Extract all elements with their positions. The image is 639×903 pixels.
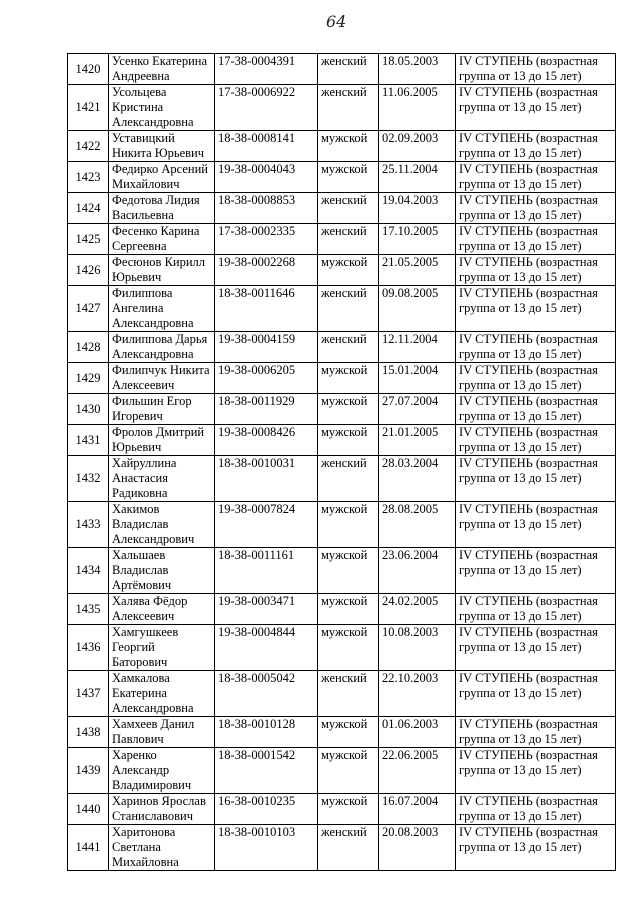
table-row (68, 363, 616, 394)
full-name: Филиппова Дарья Александровна (109, 332, 215, 363)
gender: мужской (318, 502, 379, 548)
table-row (68, 162, 616, 193)
table-body (68, 54, 616, 871)
full-name: Фесюнов Кирилл Юрьевич (109, 255, 215, 286)
birth-date: 25.11.2004 (379, 162, 456, 193)
level: IV СТУПЕНЬ (возрастная группа от 13 до 15 лет) (456, 255, 616, 286)
table-row (68, 394, 616, 425)
level: IV СТУПЕНЬ (возрастная группа от 13 до 15 лет) (456, 286, 616, 332)
gender: мужской (318, 548, 379, 594)
uin-code: 17-38-0004391 (215, 54, 318, 85)
gender: мужской (318, 594, 379, 625)
birth-date: 16.07.2004 (379, 794, 456, 825)
level: IV СТУПЕНЬ (возрастная группа от 13 до 15 лет) (456, 425, 616, 456)
table-row (68, 502, 616, 548)
uin-code: 18-38-0001542 (215, 748, 318, 794)
row-number: 1440 (68, 794, 109, 825)
row-number: 1421 (68, 85, 109, 131)
full-name: Филипчук Никита Алексеевич (109, 363, 215, 394)
participants-table (67, 53, 616, 871)
row-number: 1427 (68, 286, 109, 332)
uin-code: 18-38-0010031 (215, 456, 318, 502)
row-number: 1425 (68, 224, 109, 255)
gender: женский (318, 456, 379, 502)
level: IV СТУПЕНЬ (возрастная группа от 13 до 15 лет) (456, 748, 616, 794)
table-row (68, 456, 616, 502)
full-name: Харитонова Светлана Михайловна (109, 825, 215, 871)
row-number: 1424 (68, 193, 109, 224)
row-number: 1441 (68, 825, 109, 871)
level: IV СТУПЕНЬ (возрастная группа от 13 до 15 лет) (456, 54, 616, 85)
gender: женский (318, 193, 379, 224)
gender: женский (318, 224, 379, 255)
gender: женский (318, 671, 379, 717)
uin-code: 18-38-0010128 (215, 717, 318, 748)
row-number: 1435 (68, 594, 109, 625)
birth-date: 23.06.2004 (379, 548, 456, 594)
birth-date: 28.08.2005 (379, 502, 456, 548)
level: IV СТУПЕНЬ (возрастная группа от 13 до 15 лет) (456, 456, 616, 502)
full-name: Хальшаев Владислав Артёмович (109, 548, 215, 594)
full-name: Федирко Арсений Михайлович (109, 162, 215, 193)
birth-date: 01.06.2003 (379, 717, 456, 748)
gender: мужской (318, 255, 379, 286)
table-row (68, 748, 616, 794)
birth-date: 12.11.2004 (379, 332, 456, 363)
table-row (68, 425, 616, 456)
gender: мужской (318, 717, 379, 748)
row-number: 1432 (68, 456, 109, 502)
uin-code: 19-38-0004844 (215, 625, 318, 671)
level: IV СТУПЕНЬ (возрастная группа от 13 до 15 лет) (456, 131, 616, 162)
uin-code: 19-38-0006205 (215, 363, 318, 394)
table-row (68, 286, 616, 332)
full-name: Федотова Лидия Васильевна (109, 193, 215, 224)
uin-code: 18-38-0010103 (215, 825, 318, 871)
table-row (68, 548, 616, 594)
gender: женский (318, 332, 379, 363)
full-name: Усенко Екатерина Андреевна (109, 54, 215, 85)
level: IV СТУПЕНЬ (возрастная группа от 13 до 15 лет) (456, 332, 616, 363)
level: IV СТУПЕНЬ (возрастная группа от 13 до 15 лет) (456, 224, 616, 255)
uin-code: 17-38-0006922 (215, 85, 318, 131)
level: IV СТУПЕНЬ (возрастная группа от 13 до 15 лет) (456, 717, 616, 748)
table-row (68, 625, 616, 671)
gender: женский (318, 825, 379, 871)
birth-date: 21.01.2005 (379, 425, 456, 456)
table-row (68, 825, 616, 871)
uin-code: 18-38-0008853 (215, 193, 318, 224)
full-name: Хакимов Владислав Александрович (109, 502, 215, 548)
table-row (68, 85, 616, 131)
birth-date: 02.09.2003 (379, 131, 456, 162)
birth-date: 19.04.2003 (379, 193, 456, 224)
level: IV СТУПЕНЬ (возрастная группа от 13 до 15 лет) (456, 502, 616, 548)
level: IV СТУПЕНЬ (возрастная группа от 13 до 15 лет) (456, 363, 616, 394)
row-number: 1420 (68, 54, 109, 85)
level: IV СТУПЕНЬ (возрастная группа от 13 до 15 лет) (456, 394, 616, 425)
table-row (68, 794, 616, 825)
full-name: Харинов Ярослав Станиславович (109, 794, 215, 825)
table-row (68, 594, 616, 625)
row-number: 1438 (68, 717, 109, 748)
table-row (68, 224, 616, 255)
row-number: 1428 (68, 332, 109, 363)
level: IV СТУПЕНЬ (возрастная группа от 13 до 15 лет) (456, 548, 616, 594)
table-row (68, 193, 616, 224)
row-number: 1437 (68, 671, 109, 717)
page-number: 64 (326, 12, 347, 31)
full-name: Хамкалова Екатерина Александровна (109, 671, 215, 717)
full-name: Харенко Александр Владимирович (109, 748, 215, 794)
level: IV СТУПЕНЬ (возрастная группа от 13 до 15 лет) (456, 162, 616, 193)
gender: мужской (318, 131, 379, 162)
full-name: Филиппова Ангелина Александровна (109, 286, 215, 332)
gender: женский (318, 85, 379, 131)
uin-code: 18-38-0011929 (215, 394, 318, 425)
full-name: Усольцева Кристина Александровна (109, 85, 215, 131)
birth-date: 17.10.2005 (379, 224, 456, 255)
uin-code: 18-38-0008141 (215, 131, 318, 162)
row-number: 1426 (68, 255, 109, 286)
full-name: Хамхеев Данил Павлович (109, 717, 215, 748)
birth-date: 09.08.2005 (379, 286, 456, 332)
gender: мужской (318, 425, 379, 456)
level: IV СТУПЕНЬ (возрастная группа от 13 до 15 лет) (456, 594, 616, 625)
gender: мужской (318, 794, 379, 825)
row-number: 1436 (68, 625, 109, 671)
level: IV СТУПЕНЬ (возрастная группа от 13 до 15 лет) (456, 825, 616, 871)
row-number: 1439 (68, 748, 109, 794)
table-row (68, 255, 616, 286)
full-name: Халява Фёдор Алексеевич (109, 594, 215, 625)
level: IV СТУПЕНЬ (возрастная группа от 13 до 15 лет) (456, 671, 616, 717)
uin-code: 19-38-0008426 (215, 425, 318, 456)
gender: мужской (318, 748, 379, 794)
full-name: Фролов Дмитрий Юрьевич (109, 425, 215, 456)
birth-date: 22.06.2005 (379, 748, 456, 794)
uin-code: 19-38-0002268 (215, 255, 318, 286)
full-name: Хайруллина Анастасия Радиковна (109, 456, 215, 502)
birth-date: 20.08.2003 (379, 825, 456, 871)
uin-code: 19-38-0004159 (215, 332, 318, 363)
birth-date: 15.01.2004 (379, 363, 456, 394)
uin-code: 19-38-0003471 (215, 594, 318, 625)
gender: мужской (318, 625, 379, 671)
birth-date: 27.07.2004 (379, 394, 456, 425)
birth-date: 18.05.2003 (379, 54, 456, 85)
row-number: 1422 (68, 131, 109, 162)
row-number: 1434 (68, 548, 109, 594)
uin-code: 17-38-0002335 (215, 224, 318, 255)
table-row (68, 54, 616, 85)
uin-code: 18-38-0011161 (215, 548, 318, 594)
table-row (68, 717, 616, 748)
uin-code: 16-38-0010235 (215, 794, 318, 825)
row-number: 1429 (68, 363, 109, 394)
row-number: 1431 (68, 425, 109, 456)
table-row (68, 131, 616, 162)
full-name: Хамгушкеев Георгий Баторович (109, 625, 215, 671)
uin-code: 19-38-0004043 (215, 162, 318, 193)
birth-date: 24.02.2005 (379, 594, 456, 625)
table-row (68, 332, 616, 363)
level: IV СТУПЕНЬ (возрастная группа от 13 до 15 лет) (456, 85, 616, 131)
level: IV СТУПЕНЬ (возрастная группа от 13 до 15 лет) (456, 625, 616, 671)
birth-date: 10.08.2003 (379, 625, 456, 671)
uin-code: 18-38-0011646 (215, 286, 318, 332)
row-number: 1433 (68, 502, 109, 548)
uin-code: 18-38-0005042 (215, 671, 318, 717)
gender: женский (318, 286, 379, 332)
full-name: Фильшин Егор Игоревич (109, 394, 215, 425)
birth-date: 21.05.2005 (379, 255, 456, 286)
birth-date: 28.03.2004 (379, 456, 456, 502)
gender: мужской (318, 394, 379, 425)
full-name: Уставицкий Никита Юрьевич (109, 131, 215, 162)
gender: женский (318, 54, 379, 85)
uin-code: 19-38-0007824 (215, 502, 318, 548)
row-number: 1423 (68, 162, 109, 193)
full-name: Фесенко Карина Сергеевна (109, 224, 215, 255)
gender: мужской (318, 363, 379, 394)
birth-date: 11.06.2005 (379, 85, 456, 131)
gender: мужской (318, 162, 379, 193)
row-number: 1430 (68, 394, 109, 425)
table-row (68, 671, 616, 717)
level: IV СТУПЕНЬ (возрастная группа от 13 до 15 лет) (456, 794, 616, 825)
birth-date: 22.10.2003 (379, 671, 456, 717)
level: IV СТУПЕНЬ (возрастная группа от 13 до 15 лет) (456, 193, 616, 224)
